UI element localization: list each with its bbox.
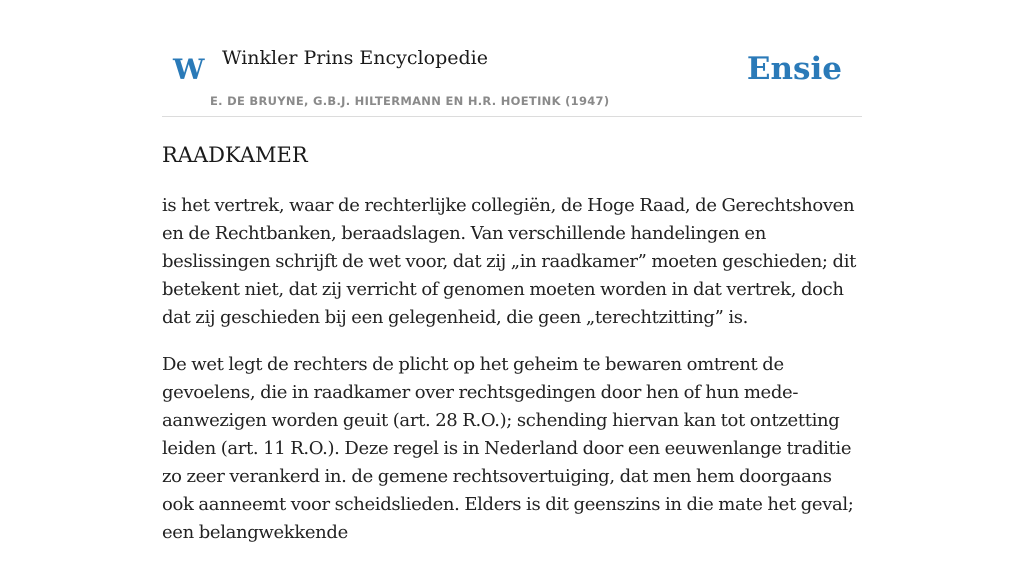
entry-body xyxy=(162,192,862,566)
publication-title[interactable]: Winkler Prins Encyclopedie xyxy=(222,47,488,69)
entry-title: RAADKAMER xyxy=(162,143,308,167)
winkler-prins-logo[interactable]: W xyxy=(173,53,205,86)
ensie-logo[interactable]: Ensie xyxy=(746,51,842,87)
body-paragraph: is het vertrek, waar de rechterlijke collegiën, de Hoge Raad, de Gerechtshoven en de Rechtbanken, beraadslagen. Van verschillende handelingen en beslissingen schrijft de wet voor, dat zij „in raadkamer” moeten geschieden; dit betekent niet, dat zij verricht of genomen moeten worden in dat vertrek, doch dat zij geschieden bij een gelegenheid, die geen „terechtzitting” is. xyxy=(162,195,856,328)
site-header xyxy=(162,0,862,117)
publication-authors: E. DE BRUYNE, G.B.J. HILTERMANN EN H.R. HOETINK (1947) xyxy=(210,94,610,108)
body-paragraph: De wet legt de rechters de plicht op het geheim te bewaren omtrent de gevoelens, die in raadkamer over rechtsgedingen door hen of hun mede-aanwezigen worden geuit (art. 28 R.O.); schending hiervan kan tot ontzetting leiden (art. 11 R.O.). Deze regel is in Nederland door een eeuwenlange traditie zo zeer verankerd in. de gemene rechtsovertuiging, dat men hem doorgaans ook aanneemt voor scheidslieden. Elders is dit geenszins in die mate het geval; een belangwekkende xyxy=(162,354,854,543)
